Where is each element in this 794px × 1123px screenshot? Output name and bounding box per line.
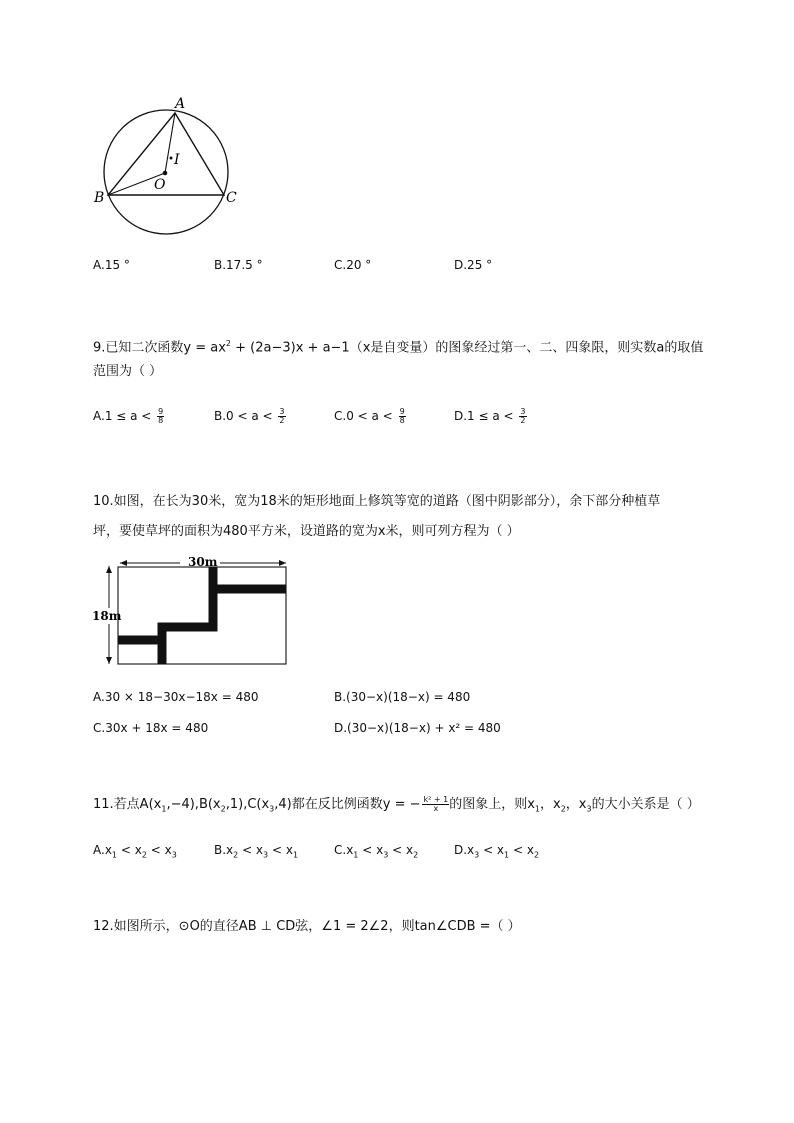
q11-text-g: ，x bbox=[565, 797, 587, 812]
q10-option-d: D.(30−x)(18−x) + x² = 480 bbox=[334, 721, 501, 735]
q9-option-d bbox=[454, 408, 527, 425]
q9-option-a-num: 9 bbox=[158, 407, 164, 416]
q8-point-o bbox=[163, 171, 168, 176]
q9-option-b-text: B.0 < a < bbox=[214, 409, 277, 423]
q11-text-e: 的图象上，则x bbox=[449, 797, 535, 812]
q11-text-c: ,1),C(x bbox=[225, 797, 270, 812]
q11-sub-2: 2 bbox=[220, 804, 226, 814]
q9-option-c-den: 8 bbox=[399, 416, 405, 425]
q9-option-c-text: C.0 < a < bbox=[334, 409, 397, 423]
q11-frac bbox=[422, 796, 449, 813]
q11-sub-2b: 2 bbox=[560, 804, 566, 814]
q9-option-d-num: 3 bbox=[520, 407, 526, 416]
q11-option-c: $C.x_1 < x_3 < x_2$ bbox=[334, 843, 419, 860]
q11-sub-3: 3 bbox=[269, 804, 275, 814]
q10-stem-line1: 10.如图，在长为30米，宽为18米的矩形地面上修筑等宽的道路（图中阴影部分），余下部分种植草 bbox=[93, 494, 661, 509]
q9-stem-sup: 2 bbox=[225, 339, 232, 348]
q10-stem-line2: 坪，要使草坪的面积为480平方米，设道路的宽为x米，则可列方程为（ ） bbox=[93, 524, 520, 539]
q10-width-arrowhead-right bbox=[279, 560, 286, 566]
q10-option-a: A.30 × 18−30x−18x = 480 bbox=[93, 690, 259, 704]
q11-option-b: $B.x_2 < x_3 < x_1$ bbox=[214, 843, 299, 860]
q9-option-a-frac bbox=[157, 408, 164, 425]
q11-sub-1b: 1 bbox=[534, 804, 540, 814]
q10-road bbox=[118, 589, 286, 640]
q9-option-d-text: D.1 ≤ a < bbox=[454, 409, 518, 423]
q11-text-f: ，x bbox=[540, 797, 561, 812]
q9-option-b-frac bbox=[278, 408, 285, 425]
q9-option-b-den: 2 bbox=[279, 416, 285, 425]
q11-option-a: $A.x_1 < x_2 < x_3$ bbox=[93, 843, 177, 860]
q10-figure bbox=[92, 550, 292, 670]
q11-sub-1: 1 bbox=[161, 804, 167, 814]
q8-option-a: A.15 ° bbox=[93, 258, 130, 272]
q8-option-b: B.17.5 ° bbox=[214, 258, 263, 272]
q9-option-b bbox=[214, 408, 286, 425]
q9-option-a-text: A.1 ≤ a < bbox=[93, 409, 156, 423]
q11-text-a: 11.若点A(x bbox=[93, 797, 162, 812]
q8-label-i: I bbox=[174, 152, 180, 168]
q9-option-d-frac bbox=[519, 408, 526, 425]
q10-height-label: 18m bbox=[92, 609, 122, 623]
q9-option-d-den: 2 bbox=[520, 416, 526, 425]
q8-label-o: O bbox=[154, 177, 166, 193]
q11-frac-num: k² + 1 bbox=[423, 795, 449, 804]
q8-label-c: C bbox=[226, 190, 237, 206]
q11-frac-den: x bbox=[433, 804, 439, 813]
q9-stem-line1 bbox=[93, 334, 703, 358]
q9-option-c bbox=[334, 408, 406, 425]
q11-stem bbox=[93, 795, 700, 820]
q8-point-i bbox=[170, 157, 173, 160]
q9-option-c-frac bbox=[399, 408, 406, 425]
q10-height-arrowhead-bottom bbox=[106, 657, 112, 664]
q11-text-d: ,4)都在反比例函数y = − bbox=[274, 797, 421, 812]
q9-stem-a: 9.已知二次函数y = ax bbox=[93, 340, 226, 356]
q10-width-label: 30m bbox=[188, 555, 218, 569]
q10-width-arrowhead-left bbox=[120, 560, 127, 566]
q9-option-a-den: 8 bbox=[158, 416, 164, 425]
q9-option-a bbox=[93, 408, 164, 425]
q10-option-c: C.30x + 18x = 480 bbox=[93, 721, 209, 735]
q8-label-a: A bbox=[175, 96, 186, 112]
q10-field-rect bbox=[118, 567, 286, 664]
q8-label-b: B bbox=[94, 190, 105, 206]
q12-stem: 12.如图所示，⊙O的直径AB ⊥ CD弦，∠1 = 2∠2，则tan∠CDB =（ ） bbox=[93, 919, 521, 934]
q8-option-c: C.20 ° bbox=[334, 258, 372, 272]
q8-option-d: D.25 ° bbox=[454, 258, 493, 272]
q10-height-arrowhead-top bbox=[106, 566, 112, 573]
q11-option-d: $D.x_3 < x_1 < x_2$ bbox=[454, 843, 540, 860]
q8-figure bbox=[88, 92, 248, 242]
q9-option-b-num: 3 bbox=[279, 407, 285, 416]
q9-stem-b: + (2a−3)x + a−1（x是自变量）的图象经过第一、二、四象限，则实数a的取值 bbox=[231, 340, 704, 356]
q11-text-h: 的大小关系是（ ） bbox=[591, 797, 700, 812]
q10-option-b: B.(30−x)(18−x) = 480 bbox=[334, 690, 471, 704]
q9-option-c-num: 9 bbox=[399, 407, 405, 416]
q11-sub-3b: 3 bbox=[586, 804, 592, 814]
q9-stem-line2: 范围为（ ） bbox=[93, 364, 163, 379]
q11-text-b: ,−4),B(x bbox=[166, 797, 221, 812]
